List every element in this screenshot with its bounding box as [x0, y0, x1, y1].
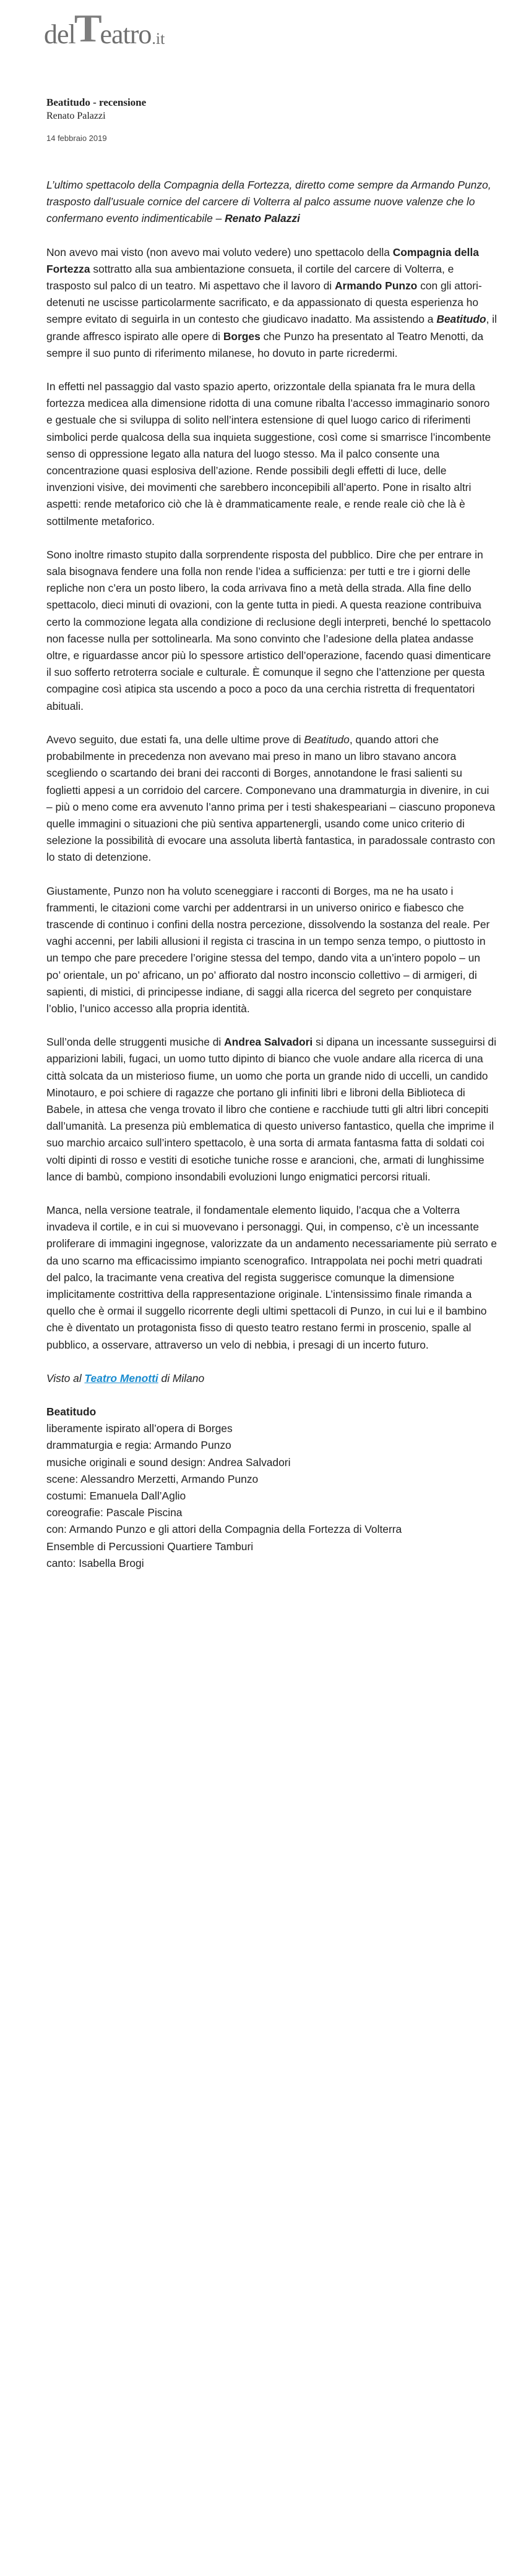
venue-link[interactable]: Teatro Menotti	[84, 1371, 158, 1384]
paragraph-1: Non avevo mai visto (non avevo mai voluto vedere) uno spettacolo della Compagnia della Fortezza sottratto alla sua ambientazione consueta, il cortile del carcere di Volterra, e trasposto sul palco di un teatro. Mi aspettavo che il lavoro di Armando Punzo con gli attori-detenuti ne uscisse particolarmente sacrificato, e da appassionato di questa esperienza ho sempre evitato di seguirla in un contesto che giudicavo inadatto. Ma assistendo a Beatitudo, il grande affresco ispirato alle opere di Borges che Punzo ha presentato al Teatro Menotti, da sempre il suo punto di riferimento milanese, ho dovuto in parte ricredermi.	[46, 245, 497, 359]
post-header	[46, 96, 480, 143]
post-title: Beatitudo - recensione	[46, 96, 147, 108]
credit-line: costumi: Emanuela Dall’Aglio	[46, 1490, 186, 1503]
logo-t: T	[74, 6, 102, 50]
borges-name: Borges	[223, 330, 261, 343]
show-title-inline: Beatitudo	[304, 733, 350, 746]
post-date: 14 febbraio 2019	[46, 134, 107, 143]
compagnia-name: Compagnia della Fortezza	[46, 245, 479, 275]
credits-title: Beatitudo	[46, 1405, 97, 1418]
credit-line: con: Armando Punzo e gli attori della Compagnia della Fortezza di Volterra	[46, 1523, 402, 1536]
credit-line: canto: Isabella Brogi	[46, 1556, 144, 1569]
site-logo[interactable]	[44, 6, 165, 50]
credit-line: scene: Alessandro Merzetti, Armando Punzo	[46, 1472, 259, 1485]
paragraph-3: Sono inoltre rimasto stupito dalla sorprendente risposta del pubblico. Dire che per entrare in sala bisognava fendere una folla non rende l’idea a sufficienza: per tutti e tre i giorni delle repliche non c’era un posto libero, la coda arrivava fino a metà della strada. Alla fine dello spettacolo, dieci minuti di ovazioni, con la gente tutta in piedi. A questa reazione contribuiva certo la commozione legata alla condizione di reclusione degli interpreti, benché lo spettacolo non facesse nulla per sottolinearla. Ma sono convinto che l’adesione della platea andasse oltre, e riguardasse ancor più lo spessore artistico dell’operazione, facendo quasi dimenticare il suo sofferto retroterra sociale e culturale. È comunque il segno che l’attenzione per questa compagine così atipica sta uscendo a poco a poco da una cerchia ristretta di frequentatori abituali.	[46, 548, 491, 712]
credit-line: coreografie: Pascale Piscina	[46, 1506, 183, 1519]
post-author: Renato Palazzi	[46, 111, 106, 121]
article-body	[46, 177, 497, 1572]
logo-tld: .it	[152, 30, 165, 48]
logo-del: del	[44, 19, 75, 49]
paragraph-7: Manca, nella versione teatrale, il fondamentale elemento liquido, l’acqua che a Volterra invadeva il cortile, e in cui si muovevano i personaggi. Qui, in compenso, c’è un incessante proliferare di immagini ingegnose, valorizzate da un andamento necessariamente più serrato e da uno scarno ma efficacissimo impianto scenografico. Intrappolata nei pochi metri quadrati del palco, la tracimante vena creativa del regista suggerisce comunque la dimensione implicitamente costrittiva della rappresentazione originale. L’intensissimo finale rimanda a quello che è ormai il suggello ricorrente degli ultimi spettacoli di Punzo, in cui lui e il bambino che è diventato un protagonista fisso di questo teatro restano fermi in proscenio, spalle al pubblico, a osservare, attraverso un velo di nebbia, i presagi di un incerto futuro.	[46, 1203, 497, 1351]
paragraph-6: Sull’onda delle struggenti musiche di Andrea Salvadori si dipana un incessante susseguirsi di apparizioni labili, fugaci, un uomo tutto dipinto di bianco che vuole andare alla ricerca di una città solcata da un misterioso fiume, un uomo che porta un grande nido di uccelli, un candido Minotauro, e poi schiere di ragazze che portano gli infiniti libri e libroni della Biblioteca di Babele, in attesa che venga trovato il libro che contiene e racchiude tutti gli altri libri concepiti dall’umanità. La presenza più emblematica di questo universo fantastico, quella che imprime il suo marchio arcaico sull’intero spettacolo, è una sorta di armata fantasma fatta di soldati coi volti dipinti di rosso e vestiti di esotiche tuniche rosse e arancioni, che, armati di lunghissime lance di bambù, compiono insondabili evoluzioni lungo enigmatici percorsi rituali.	[46, 1036, 496, 1183]
paragraph-5: Giustamente, Punzo non ha voluto sceneggiare i racconti di Borges, ma ne ha usato i frammenti, le citazioni come varchi per addentrarsi in un universo onirico e fiabesco che trascende di continuo i confini della nostra percezione, dissolvendo la sostanza del reale. Per vaghi accenni, per labili allusioni il regista ci trascina in un tempo senza tempo, o piuttosto in un tempo che pare precedere l’origine stessa del tempo, dando vita a un’intero popolo – un po’ orientale, un po’ africano, un po’ affiorato dal nostro inconscio collettivo – di armigeri, di sapienti, di mistici, di principesse indiane, di saggi alla ricerca del segreto per conquistare l’oblio, l’unico accesso alla propria identità.	[46, 884, 490, 1015]
credit-line: drammaturgia e regia: Armando Punzo	[46, 1439, 231, 1452]
credits-block	[46, 1404, 497, 1572]
paragraph-4: Avevo seguito, due estati fa, una delle ultime prove di Beatitudo, quando attori che probabilmente in precedenza non avevano mai preso in mano un libro stavano ancora scegliendo o scartando dei brani dei racconti di Borges, annotandone le frasi salienti su foglietti appesi a un corridoio del carcere. Componevano una drammaturgia in divenire, in cui – più o meno come era avvenuto l’anno prima per i testi shakespeariani – ciascuno proponeva quelle immagini o situazioni che più sentiva appartenergli, usando come unico criterio di selezione la possibilità di evocare una assoluta libertà fantastica, in paradossale contrasto con lo stato di detenzione.	[46, 733, 496, 864]
paragraph-2: In effetti nel passaggio dal vasto spazio aperto, orizzontale della spianata fra le mura della fortezza medicea alla dimensione ridotta di una comune ribalta l’accesso immaginario sonoro e gestuale che si sviluppa di solito nell’intera estensione di quel luogo carico di riferimenti simbolici perde qualcosa della sua inquieta suggestione, così come si smarrisce l’incombente senso di oppressione legato alla natura del luogo stesso. Ma il palco consente una concentrazione quasi esplosiva dell’azione. Rende possibili degli effetti di luce, delle invenzioni visive, dei movimenti che sarebbero inconcepibili all’aperto. Pone in risalto altri aspetti: rende metaforico ciò che là è drammaticamente reale, e rende reale ciò che là è sottilmente metaforico.	[46, 380, 491, 527]
credit-line: musiche originali e sound design: Andrea Salvadori	[46, 1456, 291, 1469]
show-title-inline: Beatitudo	[436, 313, 486, 326]
lead-text: L’ultimo spettacolo della Compagnia della Fortezza, diretto come sempre da Armando Punzo, trasposto dall’usuale cornice del carcere di Volterra al palco assume nuove valenze che lo confermano evento indimenticabile –	[46, 179, 491, 225]
lead-paragraph	[46, 177, 497, 228]
credit-line: liberamente ispirato all’opera di Borges	[46, 1422, 233, 1435]
credit-line: Ensemble di Percussioni Quartiere Tamburi	[46, 1540, 254, 1553]
lead-author: Renato Palazzi	[225, 212, 300, 225]
director-name: Armando Punzo	[334, 279, 418, 292]
composer-name: Andrea Salvadori	[224, 1036, 313, 1049]
visto-line: Visto al Teatro Menotti di Milano	[46, 1371, 205, 1384]
logo-eatro: eatro	[100, 19, 152, 49]
